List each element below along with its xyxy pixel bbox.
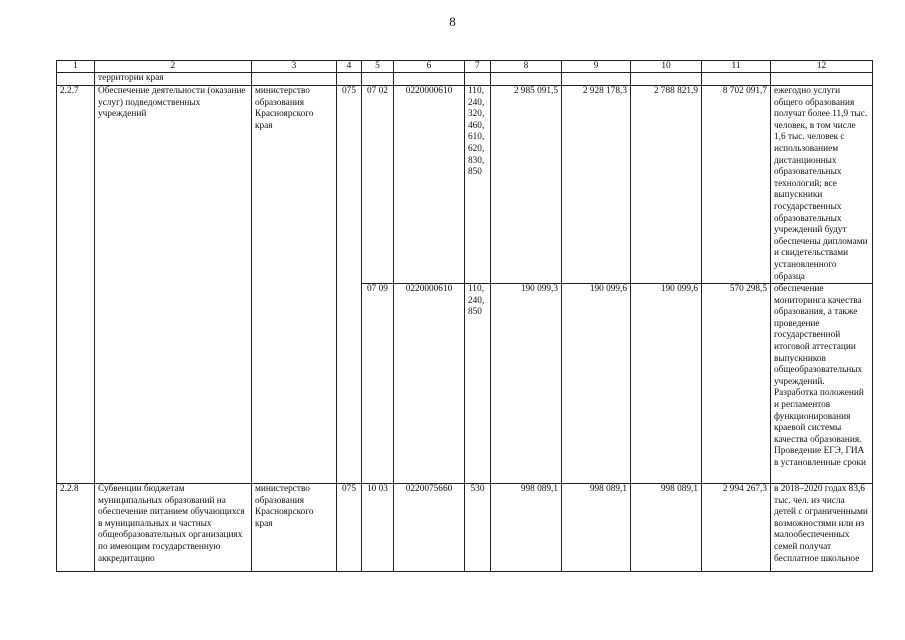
item-year1: 998 089,1 xyxy=(491,484,562,572)
item-year3: 2 788 821,9 xyxy=(631,86,702,284)
program-activities-table xyxy=(56,60,873,572)
item-vr: 530 xyxy=(465,484,491,572)
item-name: Субвенции бюджетам муниципальных образований на обеспечение питанием обучающихся в муниципальных и частных общеобразовательных организациях по имеющим государственную аккредитацию xyxy=(95,484,252,572)
item-ministry: министерство образования Красноярского края xyxy=(252,484,337,572)
item-csr: 0220000610 xyxy=(394,284,465,484)
col-header: 6 xyxy=(394,61,465,73)
item-year2: 2 928 178,3 xyxy=(562,86,631,284)
column-number-row xyxy=(57,61,873,73)
col-header: 12 xyxy=(771,61,873,73)
col-header: 9 xyxy=(562,61,631,73)
col-header: 11 xyxy=(702,61,771,73)
col-header: 4 xyxy=(337,61,362,73)
item-year1: 2 985 091,5 xyxy=(491,86,562,284)
item-grbs: 075 xyxy=(337,484,362,572)
item-vr: 110, 240, 320, 460, 610, 620, 830, 850 xyxy=(465,86,491,284)
continuation-row xyxy=(57,73,873,86)
item-vr: 110, 240, 850 xyxy=(465,284,491,484)
item-csr: 0220000610 xyxy=(394,86,465,284)
item-rzpr: 07 09 xyxy=(362,284,394,484)
item-csr: 0220075660 xyxy=(394,484,465,572)
item-result: ежегодно услуги общего образования получат более 11,9 тыс. человек, в том числе 1,6 тыс. человек с использованием дистанционных образовательных технологий; все выпускники государственных образовательных учреждений будут обеспечены дипломами и свидетельствами установленного образца xyxy=(771,86,873,284)
item-total: 570 298,5 xyxy=(702,284,771,484)
item-year3: 998 089,1 xyxy=(631,484,702,572)
col-header: 1 xyxy=(57,61,95,73)
item-number: 2.2.8 xyxy=(57,484,95,572)
col-header: 5 xyxy=(362,61,394,73)
item-total: 8 702 091,7 xyxy=(702,86,771,284)
col-header: 2 xyxy=(95,61,252,73)
continuation-text: территории края xyxy=(95,73,252,86)
item-name: Обеспечение деятельности (оказание услуг) подведомственных учреждений xyxy=(95,86,252,484)
item-rzpr: 10 03 xyxy=(362,484,394,572)
item-result: в 2018–2020 годах 83,6 тыс. чел. из числа детей с ограниченными возможностями или из малообеспеченных семей получат бесплатное школьное xyxy=(771,484,873,572)
item-year2: 190 099,6 xyxy=(562,284,631,484)
page-number: 8 xyxy=(449,14,456,29)
item-total: 2 994 267,3 xyxy=(702,484,771,572)
col-header: 8 xyxy=(491,61,562,73)
item-year1: 190 099,3 xyxy=(491,284,562,484)
item-rzpr: 07 02 xyxy=(362,86,394,284)
table-row xyxy=(57,86,873,284)
item-year2: 998 089,1 xyxy=(562,484,631,572)
item-number: 2.2.7 xyxy=(57,86,95,484)
col-header: 7 xyxy=(465,61,491,73)
item-ministry: министерство образования Красноярского края xyxy=(252,86,337,484)
item-result: обеспечение мониторинга качества образования, а также проведение государственной итоговой аттестации выпускников общеобразовательных учреждений. Разработка положений и регламентов функционирования краевой системы качества образования. Проведение ЕГЭ, ГИА в установленные сроки xyxy=(771,284,873,484)
col-header: 3 xyxy=(252,61,337,73)
table-row xyxy=(57,484,873,572)
item-grbs: 075 xyxy=(337,86,362,484)
item-year3: 190 099,6 xyxy=(631,284,702,484)
col-header: 10 xyxy=(631,61,702,73)
